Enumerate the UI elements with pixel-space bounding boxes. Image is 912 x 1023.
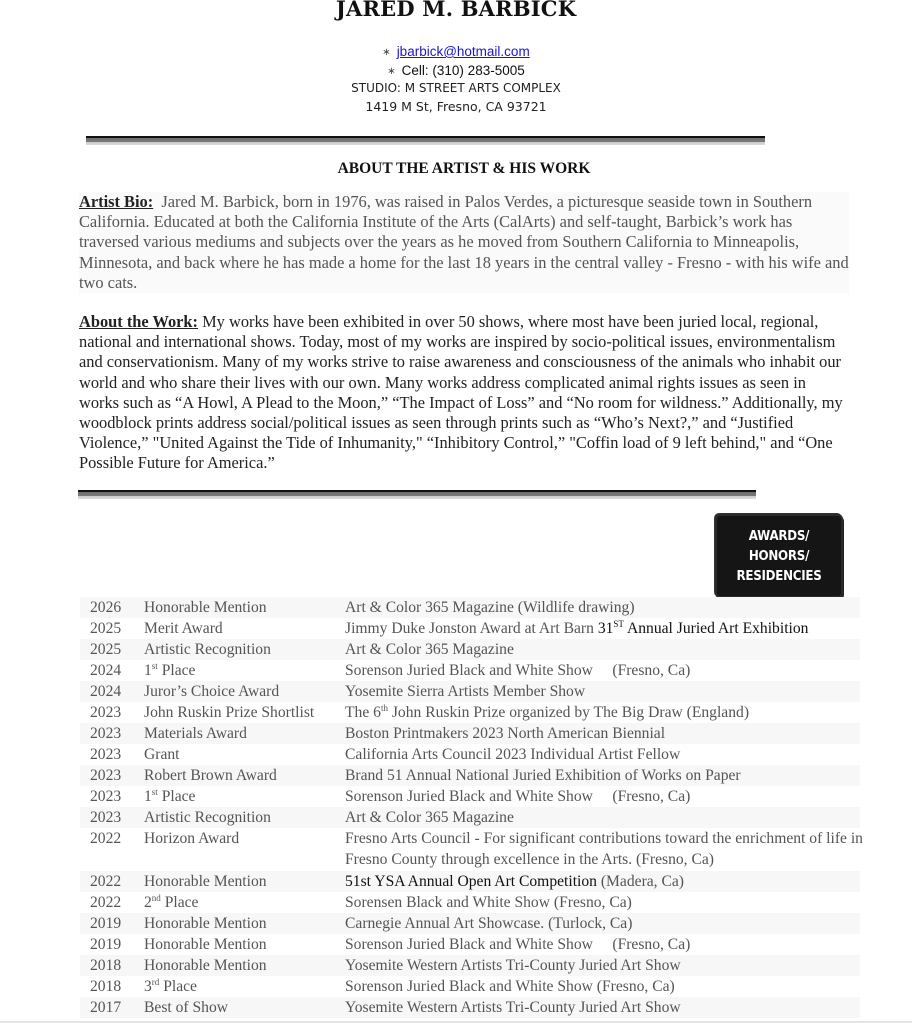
email-link[interactable]: jbarbick@hotmail.com (396, 44, 530, 59)
section-title: ABOUT THE ARTIST & HIS WORK (337, 160, 591, 177)
award-title: Robert Brown Award (144, 767, 277, 784)
award-venue: Jimmy Duke Jonston Award at Art Barn 31ST Annual Juried Art Exhibition (345, 618, 809, 637)
award-row (80, 871, 860, 892)
award-venue: Sorenson Juried Black and White Show (Fresno, Ca) (345, 788, 691, 805)
award-year: 2022 (90, 830, 122, 847)
bullet-icon: ∗ (382, 47, 391, 58)
award-title: Best of Show (144, 999, 229, 1016)
awards-badge (717, 516, 841, 596)
award-title: 3rd Place (144, 976, 197, 995)
bio-text: Jared M. Barbick, born in 1976, was raised in Palos Verdes, a picturesque seaside town in Southern California. Educated at both the California Institute of the Arts (CalArts) and self-taught, Barbick’s work has traversed various mediums and subjects over the years as he moved from Southern California to Minneapolis, Minnesota, and back where he has made a home for the last 18 years in the central valley - Fresno - with his wife and two cats. (79, 192, 849, 292)
award-row (80, 955, 860, 976)
award-row (80, 618, 860, 639)
divider-top (86, 136, 765, 145)
award-venue: Brand 51 Annual National Juried Exhibition of Works on Paper (345, 767, 741, 784)
award-row (80, 723, 860, 744)
phone-number: Cell: (310) 283-5005 (401, 63, 525, 78)
award-title: Honorable Mention (144, 873, 267, 890)
email-line (0, 44, 912, 59)
award-venue: Yosemite Western Artists Tri-County Juried Art Show (345, 999, 681, 1016)
work-text: My works have been exhibited in over 50 shows, where most have been juried local, regional, national and international shows. Today, most of my works are inspired by socio-political issues, environmentalism and conservationism. Many of my works strive to raise awareness and consciousness of the animals who inhabit our world and who share their lives with our own. Many works address complicated animal rights issues as seen in works such as “A Howl, A Plead to the Moon,” “The Impact of Loss” and “No room for wildness.” Additionally, my woodblock prints address social/political issues as seen through prints such as “Who’s Next?,” and “Justified Violence,” "United Against the Tide of Inhumanity," “Inhibitory Control,” "Coffin load of 9 left behind," and “One Possible Future for America.” (79, 312, 843, 473)
award-title: 1st Place (144, 660, 196, 679)
award-year: 2025 (90, 641, 122, 658)
award-row (80, 997, 860, 1018)
award-year: 2024 (90, 683, 122, 700)
award-title: 2nd Place (144, 892, 199, 911)
award-venue: Art & Color 365 Magazine (345, 809, 514, 826)
award-title: 1st Place (144, 786, 196, 805)
artist-name: JARED M. BARBICK (335, 0, 577, 21)
award-title: Artistic Recognition (144, 641, 271, 658)
award-title: Merit Award (144, 620, 223, 637)
award-year: 2025 (90, 620, 122, 637)
phone-line (0, 63, 912, 78)
award-year: 2018 (90, 978, 122, 995)
award-year: 2023 (90, 704, 122, 721)
awards-list (80, 597, 863, 1018)
award-year: 2019 (90, 936, 122, 953)
award-venue: Boston Printmakers 2023 North American Biennial (345, 725, 666, 742)
award-title: Honorable Mention (144, 599, 267, 616)
award-venue: Sorensen Black and White Show (Fresno, Ca) (345, 894, 632, 911)
award-year: 2023 (90, 809, 122, 826)
award-title: John Ruskin Prize Shortlist (144, 704, 315, 721)
award-title: Materials Award (144, 725, 247, 742)
award-row (80, 660, 860, 681)
award-year: 2019 (90, 915, 122, 932)
award-title: Artistic Recognition (144, 809, 271, 826)
award-year: 2023 (90, 725, 122, 742)
award-row (80, 934, 860, 955)
award-row (80, 786, 860, 807)
award-venue: Yosemite Western Artists Tri-County Juried Art Show (345, 957, 681, 974)
award-title: Honorable Mention (144, 936, 267, 953)
award-title: Grant (144, 746, 180, 763)
award-year: 2017 (90, 999, 122, 1016)
award-year: 2023 (90, 788, 122, 805)
bullet-icon: ∗ (387, 66, 396, 77)
award-row (80, 976, 860, 997)
award-year: 2023 (90, 767, 122, 784)
artist-bio (79, 192, 849, 293)
award-row (80, 702, 860, 723)
about-work (79, 312, 849, 474)
award-title: Juror’s Choice Award (144, 683, 280, 700)
award-row (80, 828, 863, 870)
award-title: Horizon Award (144, 830, 240, 847)
award-year: 2024 (90, 662, 122, 679)
divider-bottom (78, 490, 756, 499)
award-year: 2022 (90, 894, 122, 911)
award-row (80, 913, 860, 934)
award-venue: Yosemite Sierra Artists Member Show (345, 683, 586, 700)
award-venue: California Arts Council 2023 Individual Artist Fellow (345, 746, 681, 763)
award-title: Honorable Mention (144, 957, 267, 974)
bio-label: Artist Bio: (79, 192, 154, 211)
award-row (80, 597, 860, 618)
badge-line-residencies: RESIDENCIES (736, 568, 822, 584)
award-year: 2023 (90, 746, 122, 763)
award-row (80, 639, 860, 660)
studio-name: STUDIO: M STREET ARTS COMPLEX (351, 81, 561, 95)
award-row (80, 744, 860, 765)
award-row (80, 681, 860, 702)
award-venue: Art & Color 365 Magazine (345, 641, 514, 658)
award-venue: Sorenson Juried Black and White Show (Fresno, Ca) (345, 978, 675, 995)
award-venue: Fresno Arts Council - For significant contributions toward the enrichment of life in Fresno County through excellence in the Arts. (Fresno, Ca) (345, 830, 863, 868)
badge-line-honors: HONORS/ (748, 548, 810, 564)
award-venue: The 6th John Ruskin Prize organized by The Big Draw (England) (345, 702, 750, 721)
award-venue: 51st YSA Annual Open Art Competition (Madera, Ca) (345, 873, 684, 890)
award-venue: Sorenson Juried Black and White Show (Fresno, Ca) (345, 662, 691, 679)
award-venue: Carnegie Annual Art Showcase. (Turlock, Ca) (345, 915, 633, 932)
award-year: 2018 (90, 957, 122, 974)
award-row (80, 807, 860, 828)
work-label: About the Work: (79, 312, 198, 331)
award-title: Honorable Mention (144, 915, 267, 932)
award-year: 2022 (90, 873, 122, 890)
award-venue: Art & Color 365 Magazine (Wildlife drawing) (345, 599, 635, 616)
award-year: 2026 (90, 599, 122, 616)
award-venue: Sorenson Juried Black and White Show (Fresno, Ca) (345, 936, 691, 953)
award-row (80, 765, 860, 786)
studio-address: 1419 M St, Fresno, CA 93721 (365, 99, 547, 114)
badge-line-awards: AWARDS/ (748, 528, 810, 544)
award-row (80, 892, 860, 913)
